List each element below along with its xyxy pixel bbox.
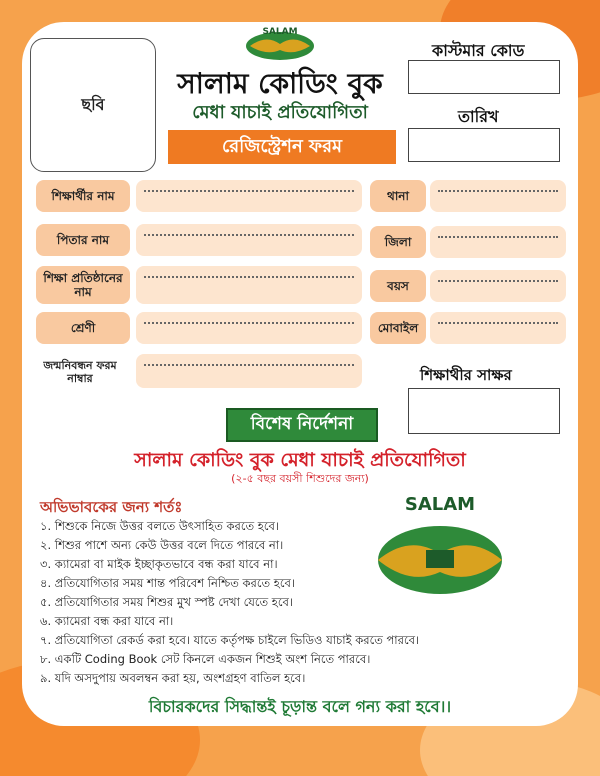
registration-form-button[interactable]: রেজিস্ট্রেশন ফরম [168, 130, 396, 164]
date-label: তারিখ [458, 107, 499, 126]
rule-item: ৭. প্রতিযোগিতা রেকর্ড করা হবে। যাতে কর্তৃপক্ষ চাইলে ভিডিও যাচাই করতে পারবে। [40, 633, 420, 647]
page-title: সালাম কোডিং বুক [177, 67, 383, 100]
competition-subtitle: (২-৫ বছর বয়সী শিশুদের জন্য) [231, 472, 369, 485]
page-subtitle: মেধা যাচাই প্রতিযোগিতা [192, 102, 368, 123]
birth-registration-label: জন্মনিবন্ধন ফরম নাম্বার [30, 354, 130, 390]
signature-label: শিক্ষাথীর সাক্ষর [420, 366, 512, 384]
age-field[interactable] [430, 270, 566, 302]
district-label: জিলা [370, 226, 426, 258]
salam-logo-large-text: SALAM [404, 494, 476, 515]
photo-label: ছবি [81, 94, 105, 114]
class-label: শ্রেণী [36, 312, 130, 344]
rule-item: ৮. একটি Coding Book সেট কিনলে একজন শিশুই অংশ নিতে পারবে। [40, 652, 371, 666]
birth-registration-field[interactable] [136, 354, 362, 388]
class-field[interactable] [136, 312, 362, 344]
date-field[interactable] [408, 128, 560, 162]
customer-code-field[interactable] [408, 60, 560, 94]
rule-item: ৩. ক্যামেরা বা মাইক ইচ্ছাকৃতভাবে বন্ধ করা যাবে না। [40, 557, 278, 571]
institution-name-field[interactable] [136, 266, 362, 304]
father-name-field[interactable] [136, 224, 362, 256]
customer-code-label: কাস্টমার কোড [432, 41, 525, 60]
competition-title: সালাম কোডিং বুক মেধা যাচাই প্রতিযোগিতা [134, 449, 466, 471]
rule-item: ৫. প্রতিযোগিতার সময় শিশুর মুখ স্পষ্ট দেখা যেতে হবে। [40, 595, 293, 609]
salam-logo-text: SALAM [262, 27, 298, 37]
mobile-field[interactable] [430, 312, 566, 344]
special-instructions-button[interactable]: বিশেষ নির্দেশনা [226, 408, 378, 442]
rule-item: ১. শিশুকে নিজে উত্তর বলতে উৎসাহিত করতে হবে। [40, 519, 279, 533]
mobile-label: মোবাইল [370, 312, 426, 344]
thana-label: থানা [370, 180, 426, 212]
rules-heading: অভিভাবকের জন্য শর্তঃ [40, 498, 183, 516]
age-label: বয়স [370, 270, 426, 302]
student-name-field[interactable] [136, 180, 362, 212]
father-name-label: পিতার নাম [36, 224, 130, 256]
rule-item: ২. শিশুর পাশে অন্য কেউ উত্তর বলে দিতে পারবে না। [40, 538, 284, 552]
salam-logo-large [360, 494, 520, 600]
student-name-label: শিক্ষার্থীর নাম [36, 180, 130, 212]
thana-field[interactable] [430, 180, 566, 212]
footer-note: বিচারকদের সিদ্ধান্তই চূড়ান্ত বলে গন্য করা হবে।। [148, 697, 452, 716]
salam-logo-top [242, 24, 318, 62]
rule-item: ৪. প্রতিযোগিতার সময় শান্ত পরিবেশ নিশ্চিত করতে হবে। [40, 576, 295, 590]
institution-name-label: শিক্ষা প্রতিষ্ঠানের নাম [36, 266, 130, 304]
district-field[interactable] [430, 226, 566, 258]
rule-item: ৬. ক্যামেরা বন্ধ করা যাবে না। [40, 614, 174, 628]
rule-item: ৯. যদি অসদুপায় অবলম্বন করা হয়, অংশগ্রহণ বাতিল হবে। [40, 671, 306, 685]
photo-box[interactable] [30, 38, 156, 172]
signature-field[interactable] [408, 388, 560, 434]
